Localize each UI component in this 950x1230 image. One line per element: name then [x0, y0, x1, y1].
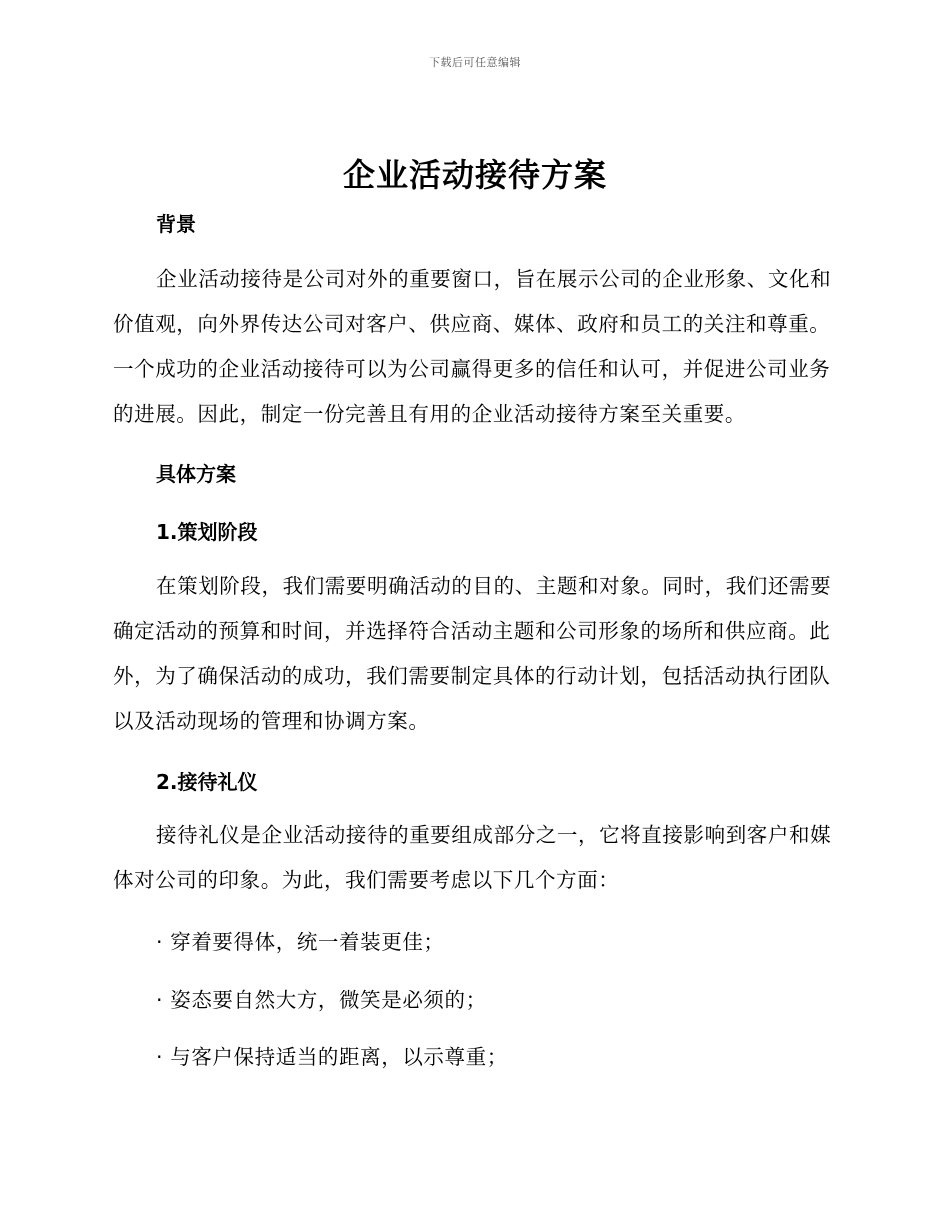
paragraph-planning-stage: 在策划阶段，我们需要明确活动的目的、主题和对象。同时，我们还需要确定活动的预算和时间，并选择符合活动主题和公司形象的场所和供应商。此外，为了确保活动的成功，我们需要制定具体的行动计划，包括活动执行团队以及活动现场的管理和协调方案。 [113, 574, 832, 733]
list-item: · 穿着要得体，统一着装更佳； [156, 930, 445, 954]
list-item: · 姿态要自然大方，微笑是必须的； [156, 988, 487, 1012]
section-heading-plan: 具体方案 [156, 462, 236, 486]
subheading-reception-etiquette: 2.接待礼仪 [156, 770, 258, 794]
section-heading-background: 背景 [156, 212, 196, 236]
document-title: 企业活动接待方案 [342, 156, 607, 194]
list-item: · 与客户保持适当的距离，以示尊重； [156, 1045, 508, 1069]
subheading-planning-stage: 1.策划阶段 [156, 520, 258, 544]
page-header: 下载后可任意编辑 [429, 56, 521, 69]
paragraph-background: 企业活动接待是公司对外的重要窗口，旨在展示公司的企业形象、文化和价值观，向外界传达公司对客户、供应商、媒体、政府和员工的关注和尊重。一个成功的企业活动接待可以为公司赢得更多的信任和认可，并促进公司业务的进展。因此，制定一份完善且有用的企业活动接待方案至关重要。 [113, 267, 832, 426]
paragraph-reception-etiquette: 接待礼仪是企业活动接待的重要组成部分之一，它将直接影响到客户和媒体对公司的印象。为此，我们需要考虑以下几个方面： [113, 823, 832, 892]
